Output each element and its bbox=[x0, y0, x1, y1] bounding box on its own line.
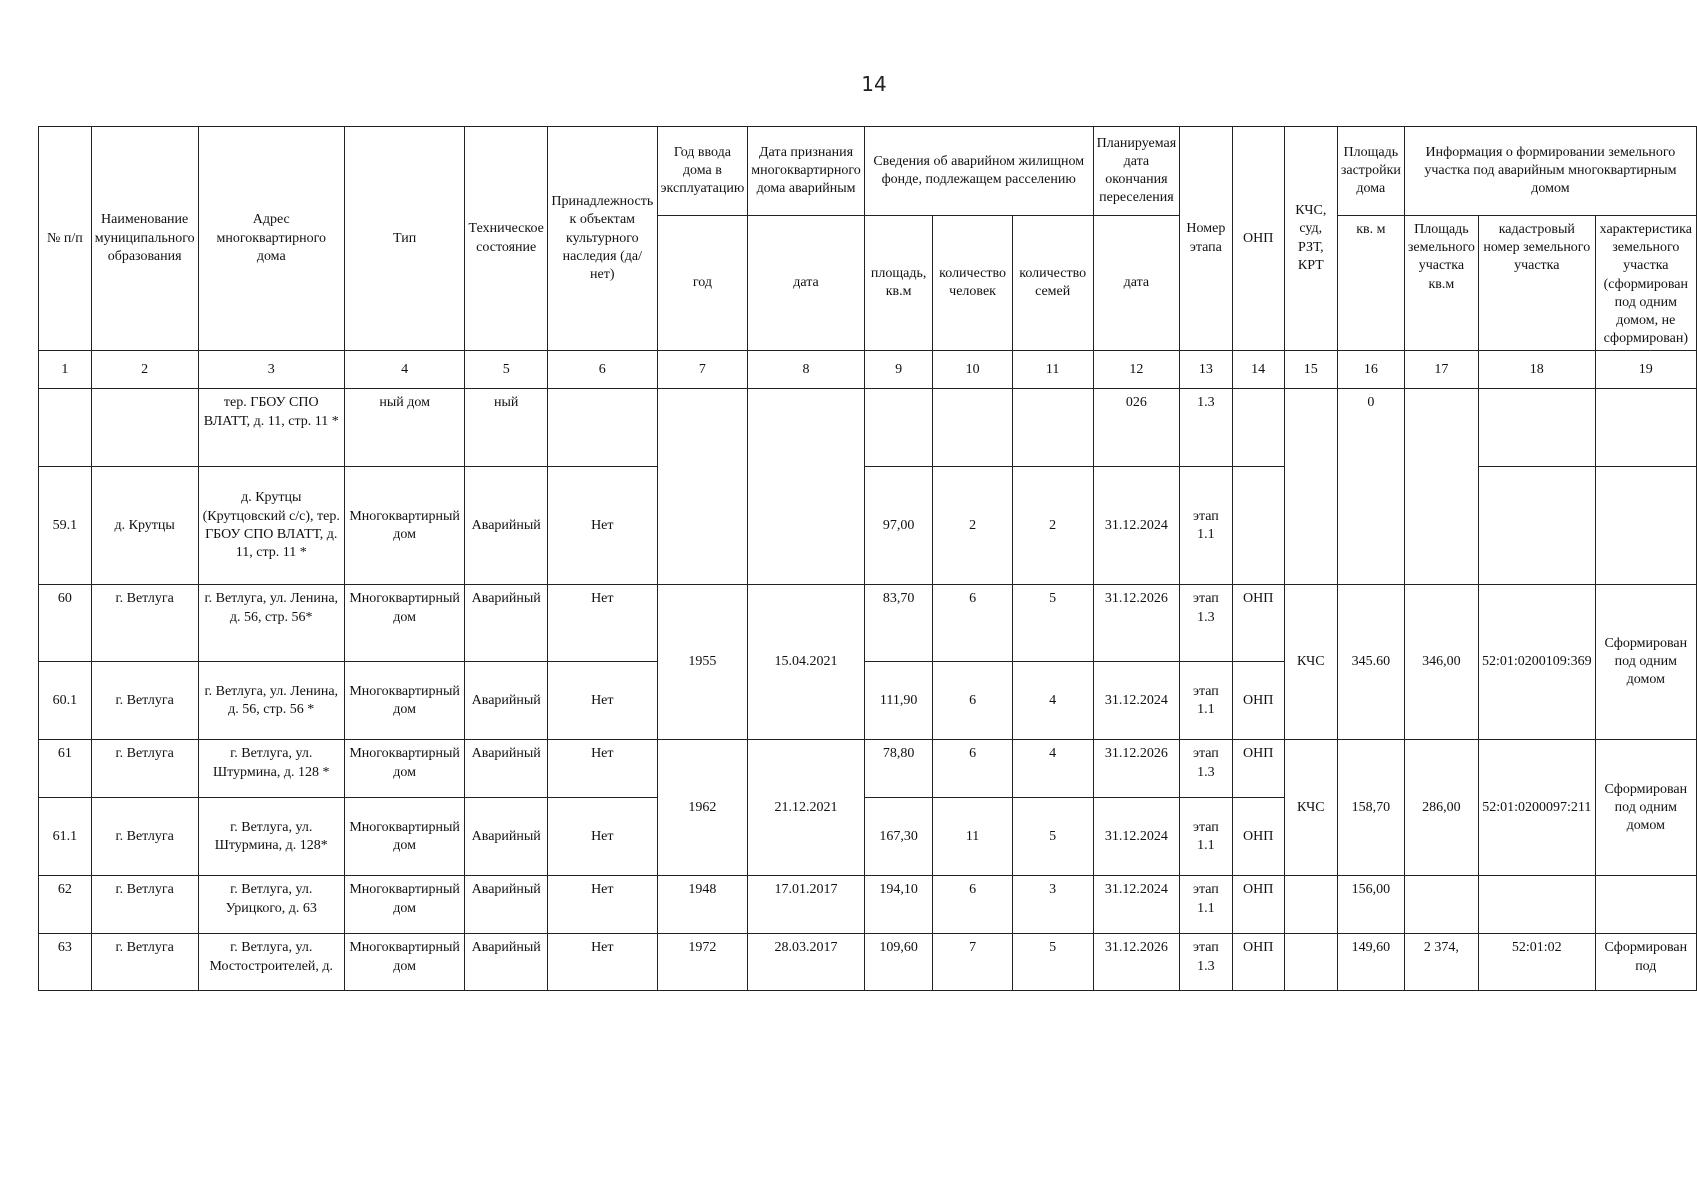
cell-fund-area: 97,00 bbox=[864, 467, 933, 585]
cell-building-area: 158,70 bbox=[1337, 740, 1404, 876]
cell-stage: этап 1.1 bbox=[1180, 798, 1232, 876]
cell-land-char: Сформирован под bbox=[1595, 934, 1696, 991]
cell-fund-area bbox=[864, 389, 933, 467]
cell-cadastre bbox=[1478, 467, 1595, 585]
cell-fund-area: 194,10 bbox=[864, 876, 933, 934]
cell-address: г. Ветлуга, ул. Штурмина, д. 128* bbox=[198, 798, 344, 876]
header-cadastre: кадастровый номер земельного участка bbox=[1478, 216, 1595, 351]
cell-tech-state: ный bbox=[465, 389, 548, 467]
cell-cultural: Нет bbox=[548, 467, 657, 585]
cell-cadastre: 52:01:0200097:211 bbox=[1478, 740, 1595, 876]
cell-type: Многоквартирный дом bbox=[344, 740, 464, 798]
colnum-2: 2 bbox=[91, 351, 198, 389]
cell-cultural: Нет bbox=[548, 934, 657, 991]
cell-families bbox=[1012, 389, 1093, 467]
cell-onp bbox=[1232, 389, 1284, 467]
cell-n: 59.1 bbox=[39, 467, 92, 585]
cell-address: г. Ветлуга, ул. Штурмина, д. 128 * bbox=[198, 740, 344, 798]
cell-plan: 31.12.2024 bbox=[1093, 876, 1180, 934]
cell-tech-state: Аварийный bbox=[465, 876, 548, 934]
cell-people: 2 bbox=[933, 467, 1012, 585]
header-onp: ОНП bbox=[1232, 127, 1284, 351]
cell-onp: ОНП bbox=[1232, 740, 1284, 798]
cell-recognition: 15.04.2021 bbox=[748, 585, 864, 740]
emergency-housing-table bbox=[38, 126, 1697, 991]
table-row-continuation bbox=[39, 389, 1697, 467]
header-plan-sub: дата bbox=[1093, 216, 1180, 351]
cell-onp: ОНП bbox=[1232, 662, 1284, 740]
colnum-6: 6 bbox=[548, 351, 657, 389]
cell-people: 6 bbox=[933, 876, 1012, 934]
header-kchs: КЧС, суд, РЗТ, КРТ bbox=[1284, 127, 1337, 351]
header-n: № п/п bbox=[39, 127, 92, 351]
header-fund: Сведения об аварийном жилищном фонде, подлежащем расселению bbox=[864, 127, 1093, 216]
cell-address: г. Ветлуга, ул. Ленина, д. 56, стр. 56* bbox=[198, 585, 344, 662]
colnum-16: 16 bbox=[1337, 351, 1404, 389]
table-row-61 bbox=[39, 740, 1697, 798]
header-fund-people: количество человек bbox=[933, 216, 1012, 351]
cell-stage: 1.3 bbox=[1180, 389, 1232, 467]
cell-plan: 31.12.2026 bbox=[1093, 934, 1180, 991]
cell-cadastre bbox=[1478, 876, 1595, 934]
header-type: Тип bbox=[344, 127, 464, 351]
cell-land-area: 2 374, bbox=[1404, 934, 1478, 991]
cell-people: 7 bbox=[933, 934, 1012, 991]
header-plan: Планируемая дата окончания переселения bbox=[1093, 127, 1180, 216]
cell-municipality: г. Ветлуга bbox=[91, 798, 198, 876]
colnum-13: 13 bbox=[1180, 351, 1232, 389]
colnum-3: 3 bbox=[198, 351, 344, 389]
cell-municipality: г. Ветлуга bbox=[91, 662, 198, 740]
cell-fund-area: 111,90 bbox=[864, 662, 933, 740]
colnum-9: 9 bbox=[864, 351, 933, 389]
cell-municipality: г. Ветлуга bbox=[91, 585, 198, 662]
header-tech-state: Техническое состояние bbox=[465, 127, 548, 351]
cell-n: 62 bbox=[39, 876, 92, 934]
cell-tech-state: Аварийный bbox=[465, 662, 548, 740]
cell-kchs: КЧС bbox=[1284, 740, 1337, 876]
cell-cultural: Нет bbox=[548, 876, 657, 934]
cell-recognition bbox=[748, 389, 864, 585]
cell-type: Многоквартирный дом bbox=[344, 585, 464, 662]
cell-n bbox=[39, 389, 92, 467]
cell-cultural bbox=[548, 389, 657, 467]
colnum-10: 10 bbox=[933, 351, 1012, 389]
cell-recognition: 28.03.2017 bbox=[748, 934, 864, 991]
colnum-15: 15 bbox=[1284, 351, 1337, 389]
cell-year: 1972 bbox=[657, 934, 748, 991]
header-year-sub: год bbox=[657, 216, 748, 351]
header-cultural: Принадлежность к объектам культурного наследия (да/нет) bbox=[548, 127, 657, 351]
cell-land-char bbox=[1595, 876, 1696, 934]
cell-municipality: г. Ветлуга bbox=[91, 934, 198, 991]
cell-fund-area: 83,70 bbox=[864, 585, 933, 662]
table-row-60 bbox=[39, 585, 1697, 662]
table-row-62 bbox=[39, 876, 1697, 934]
cell-kchs bbox=[1284, 389, 1337, 585]
cell-plan: 31.12.2026 bbox=[1093, 585, 1180, 662]
cell-plan: 31.12.2024 bbox=[1093, 467, 1180, 585]
cell-plan: 31.12.2024 bbox=[1093, 798, 1180, 876]
cell-families: 5 bbox=[1012, 798, 1093, 876]
cell-people bbox=[933, 389, 1012, 467]
cell-tech-state: Аварийный bbox=[465, 585, 548, 662]
colnum-4: 4 bbox=[344, 351, 464, 389]
cell-building-area: 0 bbox=[1337, 389, 1404, 585]
header-recognition: Дата признания многоквартирного дома аварийным bbox=[748, 127, 864, 216]
cell-tech-state: Аварийный bbox=[465, 798, 548, 876]
cell-land-area bbox=[1404, 876, 1478, 934]
header-area-unit: кв. м bbox=[1337, 216, 1404, 351]
cell-plan: 31.12.2024 bbox=[1093, 662, 1180, 740]
cell-n: 61 bbox=[39, 740, 92, 798]
cell-building-area: 156,00 bbox=[1337, 876, 1404, 934]
cell-tech-state: Аварийный bbox=[465, 934, 548, 991]
cell-year bbox=[657, 389, 748, 585]
cell-cultural: Нет bbox=[548, 585, 657, 662]
cell-type: Многоквартирный дом bbox=[344, 662, 464, 740]
cell-land-char: Сформирован под одним домом bbox=[1595, 585, 1696, 740]
header-year: Год ввода дома в эксплуатацию bbox=[657, 127, 748, 216]
cell-plan: 31.12.2026 bbox=[1093, 740, 1180, 798]
cell-people: 6 bbox=[933, 662, 1012, 740]
cell-onp: ОНП bbox=[1232, 876, 1284, 934]
header-land-area-unit: кв.м bbox=[1428, 276, 1455, 292]
colnum-12: 12 bbox=[1093, 351, 1180, 389]
page-number: 14 bbox=[861, 72, 887, 96]
cell-cultural: Нет bbox=[548, 798, 657, 876]
cell-onp: ОНП bbox=[1232, 585, 1284, 662]
cell-kchs: КЧС bbox=[1284, 585, 1337, 740]
cell-cultural: Нет bbox=[548, 662, 657, 740]
cell-kchs bbox=[1284, 876, 1337, 934]
cell-type: ный дом bbox=[344, 389, 464, 467]
cell-building-area: 345.60 bbox=[1337, 585, 1404, 740]
cell-land-char bbox=[1595, 389, 1696, 467]
colnum-1: 1 bbox=[39, 351, 92, 389]
cell-year: 1948 bbox=[657, 876, 748, 934]
cell-stage: этап 1.1 bbox=[1180, 662, 1232, 740]
cell-type: Многоквартирный дом bbox=[344, 876, 464, 934]
cell-families: 5 bbox=[1012, 585, 1093, 662]
cell-stage: этап 1.1 bbox=[1180, 467, 1232, 585]
cell-families: 5 bbox=[1012, 934, 1093, 991]
header-address: Адрес многоквартирного дома bbox=[198, 127, 344, 351]
header-land-area-label: Площадь земельного участка bbox=[1407, 222, 1475, 274]
table-row-63 bbox=[39, 934, 1697, 991]
cell-fund-area: 78,80 bbox=[864, 740, 933, 798]
cell-address: тер. ГБОУ СПО ВЛАТТ, д. 11, стр. 11 * bbox=[198, 389, 344, 467]
cell-type: Многоквартирный дом bbox=[344, 934, 464, 991]
cell-cadastre bbox=[1478, 389, 1595, 467]
cell-recognition: 21.12.2021 bbox=[748, 740, 864, 876]
colnum-14: 14 bbox=[1232, 351, 1284, 389]
cell-n: 63 bbox=[39, 934, 92, 991]
cell-address: г. Ветлуга, ул. Ленина, д. 56, стр. 56 * bbox=[198, 662, 344, 740]
cell-land-char bbox=[1595, 467, 1696, 585]
cell-families: 3 bbox=[1012, 876, 1093, 934]
cell-n: 60 bbox=[39, 585, 92, 662]
colnum-17: 17 bbox=[1404, 351, 1478, 389]
header-date-sub: дата bbox=[748, 216, 864, 351]
cell-n: 61.1 bbox=[39, 798, 92, 876]
cell-onp: ОНП bbox=[1232, 798, 1284, 876]
colnum-18: 18 bbox=[1478, 351, 1595, 389]
cell-onp bbox=[1232, 467, 1284, 585]
header-land-char: характеристика земельного участка (сформирован под одним домом, не сформирован) bbox=[1595, 216, 1696, 351]
cell-land-area: 286,00 bbox=[1404, 740, 1478, 876]
cell-cadastre: 52:01:02 bbox=[1478, 934, 1595, 991]
cell-kchs bbox=[1284, 934, 1337, 991]
header-municipality: Наименование муниципального образования bbox=[91, 127, 198, 351]
colnum-7: 7 bbox=[657, 351, 748, 389]
cell-year: 1962 bbox=[657, 740, 748, 876]
cell-address: г. Ветлуга, ул. Урицкого, д. 63 bbox=[198, 876, 344, 934]
header-row-1 bbox=[39, 127, 1697, 216]
header-building-area: Площадь застройки дома bbox=[1337, 127, 1404, 216]
header-land-info: Информация о формировании земельного участка под аварийным многоквартирным домом bbox=[1404, 127, 1696, 216]
cell-people: 6 bbox=[933, 740, 1012, 798]
cell-land-area bbox=[1404, 389, 1478, 585]
cell-n: 60.1 bbox=[39, 662, 92, 740]
cell-type: Многоквартирный дом bbox=[344, 798, 464, 876]
colnum-8: 8 bbox=[748, 351, 864, 389]
cell-year: 1955 bbox=[657, 585, 748, 740]
cell-plan: 026 bbox=[1093, 389, 1180, 467]
colnum-5: 5 bbox=[465, 351, 548, 389]
header-fund-area: площадь, кв.м bbox=[864, 216, 933, 351]
header-fund-families: количество семей bbox=[1012, 216, 1093, 351]
cell-stage: этап 1.1 bbox=[1180, 876, 1232, 934]
cell-cultural: Нет bbox=[548, 740, 657, 798]
cell-address: д. Крутцы (Крутцовский с/с), тер. ГБОУ СПО ВЛАТТ, д. 11, стр. 11 * bbox=[198, 467, 344, 585]
cell-recognition: 17.01.2017 bbox=[748, 876, 864, 934]
colnum-19: 19 bbox=[1595, 351, 1696, 389]
cell-families: 4 bbox=[1012, 662, 1093, 740]
cell-fund-area: 167,30 bbox=[864, 798, 933, 876]
cell-onp: ОНП bbox=[1232, 934, 1284, 991]
cell-people: 11 bbox=[933, 798, 1012, 876]
cell-families: 2 bbox=[1012, 467, 1093, 585]
cell-type: Многоквартирный дом bbox=[344, 467, 464, 585]
cell-cadastre: 52:01:0200109:369 bbox=[1478, 585, 1595, 740]
cell-land-area: 346,00 bbox=[1404, 585, 1478, 740]
cell-tech-state: Аварийный bbox=[465, 740, 548, 798]
cell-stage: этап 1.3 bbox=[1180, 934, 1232, 991]
cell-municipality: д. Крутцы bbox=[91, 467, 198, 585]
cell-tech-state: Аварийный bbox=[465, 467, 548, 585]
header-stage: Номер этапа bbox=[1180, 127, 1232, 351]
cell-stage: этап 1.3 bbox=[1180, 740, 1232, 798]
cell-address: г. Ветлуга, ул. Мостостроителей, д. bbox=[198, 934, 344, 991]
header-land-area bbox=[1404, 216, 1478, 351]
cell-municipality: г. Ветлуга bbox=[91, 740, 198, 798]
cell-fund-area: 109,60 bbox=[864, 934, 933, 991]
cell-stage: этап 1.3 bbox=[1180, 585, 1232, 662]
colnum-11: 11 bbox=[1012, 351, 1093, 389]
column-number-row bbox=[39, 351, 1697, 389]
cell-building-area: 149,60 bbox=[1337, 934, 1404, 991]
cell-municipality bbox=[91, 389, 198, 467]
cell-municipality: г. Ветлуга bbox=[91, 876, 198, 934]
cell-people: 6 bbox=[933, 585, 1012, 662]
cell-land-char: Сформирован под одним домом bbox=[1595, 740, 1696, 876]
cell-families: 4 bbox=[1012, 740, 1093, 798]
